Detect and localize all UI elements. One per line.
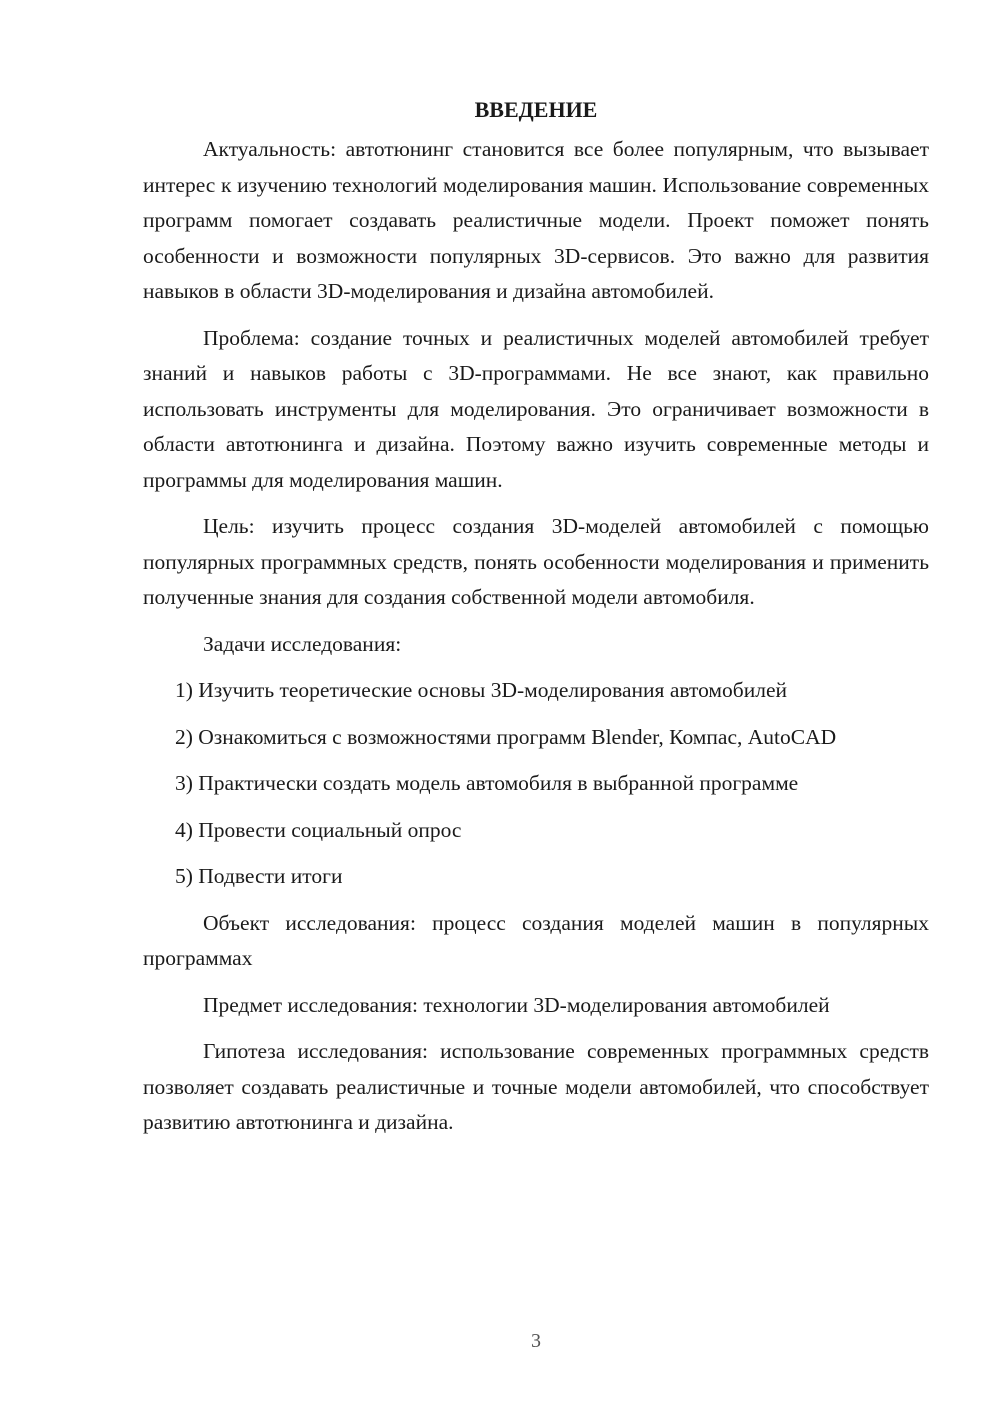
relevance-paragraph: Актуальность: автотюнинг становится все более популярным, что вызывает интерес к изучению технологий моделирования машин. Использование современных программ помогает создавать реалистичные модели. Проект поможет понять особенности и возможности популярных 3D-сервисов. Это важно для развития навыков в области 3D-моделирования и дизайна автомобилей.	[143, 137, 929, 303]
task-item-2: 2) Ознакомиться с возможностями программ Blender, Компас, AutoCAD	[175, 724, 837, 749]
hypothesis-paragraph: Гипотеза исследования: использование современных программных средств позволяет создавать реалистичные и точные модели автомобилей, что способствует развитию автотюнинга и дизайна.	[143, 1039, 929, 1134]
tasks-title: Задачи исследования:	[203, 631, 402, 656]
task-item-5: 5) Подвести итоги	[175, 864, 343, 888]
goal-paragraph: Цель: изучить процесс создания 3D-моделей автомобилей с помощью популярных программных средств, понять особенности моделирования и применить полученные знания для создания собственной модели автомобиля.	[143, 514, 929, 609]
task-item-4: 4) Провести социальный опрос	[175, 817, 462, 842]
object-paragraph: Объект исследования: процесс создания моделей машин в популярных программах	[143, 910, 929, 970]
task-item-1: 1) Изучить теоретические основы 3D-моделирования автомобилей	[175, 678, 788, 702]
subject-paragraph: Предмет исследования: технологии 3D-моделирования автомобилей	[203, 992, 830, 1017]
problem-paragraph: Проблема: создание точных и реалистичных моделей автомобилей требует знаний и навыков работы с 3D-программами. Не все знают, как правильно использовать инструменты для моделирования. Это ограничивает возможности в области автотюнинга и дизайна. Поэтому важно изучить современные методы и программы для моделирования машин.	[143, 325, 929, 492]
document-page	[143, 88, 929, 1152]
task-item-3: 3) Практически создать модель автомобиля в выбранной программе	[175, 771, 799, 795]
page-title: ВВЕДЕНИЕ	[474, 97, 598, 122]
page-number: 3	[531, 1330, 541, 1352]
